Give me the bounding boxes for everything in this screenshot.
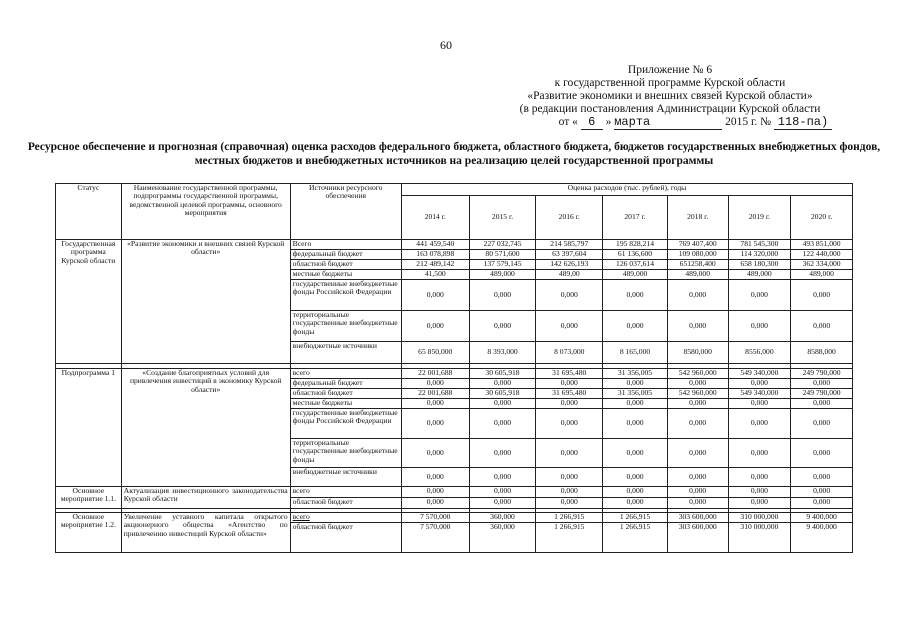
- value-cell: 8 073,000: [536, 342, 603, 364]
- header-year: 2014 г.: [401, 196, 469, 240]
- value-cell: 360,000: [469, 523, 536, 553]
- date-month: марта: [614, 116, 722, 130]
- value-cell: 0,000: [667, 439, 728, 468]
- value-cell: 0,000: [401, 379, 469, 389]
- header-name: Наименование государственной программы, подпрограммы государственной программы, ведомственной целевой программы, основного мероприятия: [121, 184, 290, 240]
- value-cell: 8 393,000: [469, 342, 536, 364]
- value-cell: 0,000: [603, 311, 668, 342]
- value-cell: 0,000: [401, 439, 469, 468]
- value-cell: 0,000: [728, 399, 791, 409]
- program-name-cell: Увеличение уставного капитала открытого акционерного общества «Агентство по привлечению инвестиций Курской области»: [121, 513, 290, 553]
- value-cell: 0,000: [667, 409, 728, 439]
- source-cell: внебюджетные источники: [290, 342, 401, 364]
- value-cell: 8580,000: [667, 342, 728, 364]
- source-cell: государственные внебюджетные фонды Российской Федерации: [290, 280, 401, 311]
- value-cell: 31 356,005: [603, 369, 668, 379]
- status-cell: Основное мероприятие 1.2.: [56, 513, 122, 553]
- value-cell: 0,000: [728, 311, 791, 342]
- value-cell: 0,000: [791, 498, 853, 509]
- value-cell: 489,000: [469, 270, 536, 280]
- table-row: [56, 513, 853, 523]
- value-cell: 0,000: [469, 409, 536, 439]
- value-cell: 9 400,000: [791, 523, 853, 553]
- value-cell: 781 545,300: [728, 240, 791, 250]
- status-cell: Основное мероприятие 1.1.: [56, 487, 122, 509]
- value-cell: 0,000: [791, 311, 853, 342]
- value-cell: 489,000: [667, 270, 728, 280]
- header-source: Источники ресурсного обеспечения: [290, 184, 401, 240]
- value-cell: 126 037,614: [603, 260, 668, 270]
- date-prefix: от «: [558, 116, 578, 128]
- value-cell: 362 334,000: [791, 260, 853, 270]
- value-cell: 0,000: [667, 468, 728, 487]
- value-cell: 137 579,145: [469, 260, 536, 270]
- value-cell: 0,000: [603, 498, 668, 509]
- source-cell: всего: [290, 369, 401, 379]
- source-cell: областной бюджет: [290, 260, 401, 270]
- value-cell: 212 489,142: [401, 260, 469, 270]
- value-cell: 489,000: [603, 270, 668, 280]
- program-name-cell: Актуализация инвестиционного законодательства Курской области: [121, 487, 290, 509]
- source-cell: всего: [290, 487, 401, 498]
- value-cell: 0,000: [603, 468, 668, 487]
- value-cell: 0,000: [667, 487, 728, 498]
- value-cell: 658 180,300: [728, 260, 791, 270]
- value-cell: 0,000: [401, 487, 469, 498]
- value-cell: 310 000,000: [728, 523, 791, 553]
- header-year: 2017 г.: [603, 196, 668, 240]
- source-cell: местные бюджеты: [290, 399, 401, 409]
- page-number: 60: [440, 38, 452, 52]
- value-cell: 303 600,000: [667, 513, 728, 523]
- header-year: 2016 г.: [536, 196, 603, 240]
- header-year: 2018 г.: [667, 196, 728, 240]
- source-cell: государственные внебюджетные фонды Российской Федерации: [290, 409, 401, 439]
- value-cell: 769 407,400: [667, 240, 728, 250]
- date-day: 6: [581, 116, 603, 130]
- header-estimate: Оценка расходов (тыс. рублей), годы: [401, 184, 852, 196]
- source-cell: областной бюджет: [290, 523, 401, 553]
- value-cell: 303 600,000: [667, 523, 728, 553]
- source-cell: всего: [290, 513, 401, 523]
- value-cell: 0,000: [469, 468, 536, 487]
- header-year: 2019 г.: [728, 196, 791, 240]
- status-cell: Государственная программа Курской области: [56, 240, 122, 364]
- value-cell: 0,000: [791, 399, 853, 409]
- value-cell: 0,000: [536, 487, 603, 498]
- appendix-line: «Развитие экономики и внешних связей Курской области»: [527, 90, 813, 102]
- value-cell: 41,500: [401, 270, 469, 280]
- value-cell: 489,00: [536, 270, 603, 280]
- value-cell: 0,000: [401, 280, 469, 311]
- appendix-date-line: [480, 116, 860, 130]
- value-cell: 549 340,000: [728, 389, 791, 399]
- program-name-cell: «Создание благоприятных условий для привлечения инвестиций в экономику Курской области»: [121, 369, 290, 487]
- source-cell: федеральный бюджет: [290, 379, 401, 389]
- value-cell: 0,000: [536, 468, 603, 487]
- value-cell: 0,000: [469, 439, 536, 468]
- source-cell: местные бюджеты: [290, 270, 401, 280]
- value-cell: 249 790,000: [791, 369, 853, 379]
- value-cell: 1 266,915: [536, 523, 603, 553]
- value-cell: 0,000: [728, 439, 791, 468]
- header-year: 2020 г.: [791, 196, 853, 240]
- value-cell: 0,000: [536, 379, 603, 389]
- value-cell: 0,000: [536, 280, 603, 311]
- value-cell: 195 828,214: [603, 240, 668, 250]
- value-cell: 0,000: [728, 487, 791, 498]
- value-cell: 493 851,000: [791, 240, 853, 250]
- value-cell: 651258,400: [667, 260, 728, 270]
- value-cell: 0,000: [667, 399, 728, 409]
- value-cell: 0,000: [536, 311, 603, 342]
- source-cell: федеральный бюджет: [290, 250, 401, 260]
- value-cell: 0,000: [603, 280, 668, 311]
- value-cell: 489,000: [728, 270, 791, 280]
- table-row: [56, 369, 853, 379]
- value-cell: 0,000: [401, 311, 469, 342]
- value-cell: 0,000: [791, 409, 853, 439]
- value-cell: 0,000: [603, 439, 668, 468]
- value-cell: 109 080,000: [667, 250, 728, 260]
- status-cell: Подпрограмма 1: [56, 369, 122, 487]
- value-cell: 22 001,688: [401, 369, 469, 379]
- value-cell: 0,000: [469, 487, 536, 498]
- value-cell: 0,000: [728, 280, 791, 311]
- table-row: [56, 487, 853, 498]
- appendix-line: (в редакции постановления Администрации Курской области: [519, 103, 821, 115]
- value-cell: 0,000: [728, 409, 791, 439]
- value-cell: 0,000: [536, 409, 603, 439]
- value-cell: 0,000: [791, 487, 853, 498]
- value-cell: 114 320,000: [728, 250, 791, 260]
- value-cell: 8 165,000: [603, 342, 668, 364]
- value-cell: 0,000: [401, 409, 469, 439]
- value-cell: 0,000: [728, 498, 791, 509]
- value-cell: 489,000: [791, 270, 853, 280]
- value-cell: 0,000: [536, 498, 603, 509]
- value-cell: 22 001,688: [401, 389, 469, 399]
- value-cell: 8588,000: [791, 342, 853, 364]
- value-cell: 0,000: [401, 498, 469, 509]
- value-cell: 0,000: [667, 498, 728, 509]
- source-cell: областной бюджет: [290, 389, 401, 399]
- value-cell: 0,000: [469, 311, 536, 342]
- value-cell: 0,000: [469, 379, 536, 389]
- value-cell: 441 459,540: [401, 240, 469, 250]
- value-cell: 0,000: [728, 379, 791, 389]
- source-cell: территориальные государственные внебюджетные фонды: [290, 311, 401, 342]
- value-cell: 0,000: [469, 498, 536, 509]
- value-cell: 8556,000: [728, 342, 791, 364]
- value-cell: 31 356,005: [603, 389, 668, 399]
- value-cell: 0,000: [667, 311, 728, 342]
- value-cell: 30 605,918: [469, 369, 536, 379]
- value-cell: 0,000: [791, 439, 853, 468]
- date-day-close: »: [605, 116, 612, 128]
- value-cell: 65 850,000: [401, 342, 469, 364]
- value-cell: 0,000: [536, 439, 603, 468]
- value-cell: 0,000: [791, 379, 853, 389]
- value-cell: 0,000: [791, 468, 853, 487]
- value-cell: 214 585,797: [536, 240, 603, 250]
- value-cell: 7 570,000: [401, 513, 469, 523]
- value-cell: 0,000: [603, 409, 668, 439]
- header-status: Статус: [56, 184, 122, 240]
- value-cell: 0,000: [603, 399, 668, 409]
- value-cell: 31 695,480: [536, 389, 603, 399]
- source-cell: внебюджетные источники: [290, 468, 401, 487]
- value-cell: 542 960,000: [667, 369, 728, 379]
- value-cell: 9 400,000: [791, 513, 853, 523]
- value-cell: 310 000,000: [728, 513, 791, 523]
- value-cell: 0,000: [667, 280, 728, 311]
- value-cell: 0,000: [469, 280, 536, 311]
- value-cell: 30 605,918: [469, 389, 536, 399]
- appendix-header: [480, 64, 860, 130]
- source-cell: областной бюджет: [290, 498, 401, 509]
- value-cell: 0,000: [728, 468, 791, 487]
- value-cell: 0,000: [667, 379, 728, 389]
- value-cell: 0,000: [536, 399, 603, 409]
- value-cell: 122 440,000: [791, 250, 853, 260]
- value-cell: 0,000: [469, 399, 536, 409]
- value-cell: 0,000: [401, 468, 469, 487]
- value-cell: 542 960,000: [667, 389, 728, 399]
- appendix-line: к государственной программе Курской области: [554, 77, 786, 89]
- value-cell: 249 790,000: [791, 389, 853, 399]
- value-cell: 1 266,915: [603, 523, 668, 553]
- header-year: 2015 г.: [469, 196, 536, 240]
- date-year: 2015 г. №: [725, 116, 772, 128]
- document-title: Ресурсное обеспечение и прогнозная (справочная) оценка расходов федерального бюджета, областного бюджета, бюджетов государственных внебюджетных фондов, местных бюджетов и внебюджетных источников на реализацию целей государственной программы: [27, 141, 881, 167]
- value-cell: 0,000: [603, 379, 668, 389]
- value-cell: 0,000: [603, 487, 668, 498]
- value-cell: 1 266,915: [603, 513, 668, 523]
- value-cell: 360,000: [469, 513, 536, 523]
- table-row: [56, 240, 853, 250]
- value-cell: 7 570,000: [401, 523, 469, 553]
- value-cell: 61 136,600: [603, 250, 668, 260]
- value-cell: 80 571,600: [469, 250, 536, 260]
- value-cell: 142 626,193: [536, 260, 603, 270]
- value-cell: 63 397,604: [536, 250, 603, 260]
- value-cell: 227 032,745: [469, 240, 536, 250]
- value-cell: 31 695,480: [536, 369, 603, 379]
- value-cell: 549 340,000: [728, 369, 791, 379]
- program-name-cell: «Развитие экономики и внешних связей Курской области»: [121, 240, 290, 364]
- value-cell: 0,000: [791, 280, 853, 311]
- document-number: 118-па): [774, 116, 832, 130]
- value-cell: 1 266,915: [536, 513, 603, 523]
- appendix-line: Приложение № 6: [627, 64, 713, 76]
- value-cell: 0,000: [401, 399, 469, 409]
- value-cell: 163 078,898: [401, 250, 469, 260]
- resource-table: [55, 183, 853, 553]
- source-cell: территориальные государственные внебюджетные фонды: [290, 439, 401, 468]
- source-cell: Всего: [290, 240, 401, 250]
